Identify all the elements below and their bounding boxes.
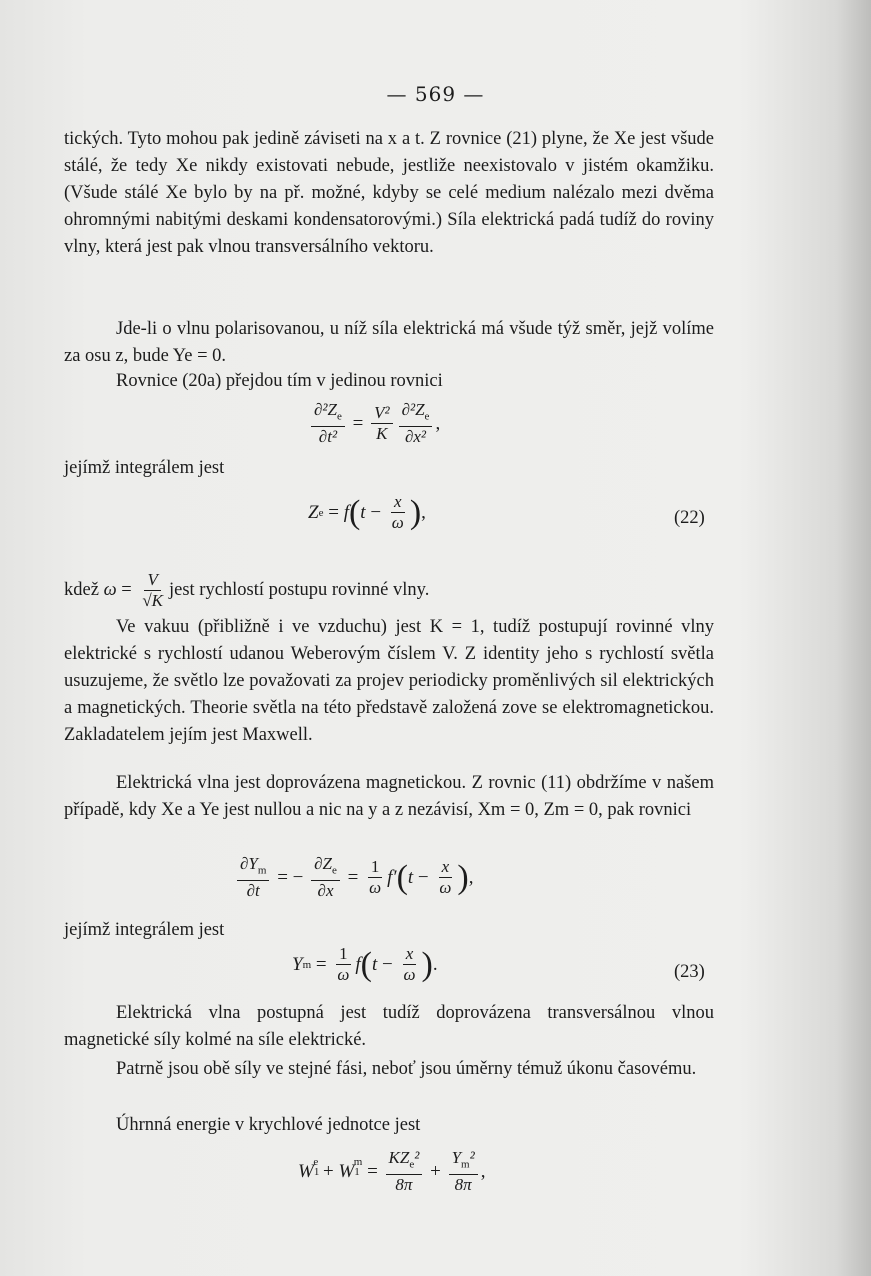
paragraph-8: Úhrnná energie v krychlové jednotce jest: [116, 1115, 421, 1135]
equation-23: Y m = $\frac{1}{\omega}$ f ( t − $\frac{x}{\omega}$ ) .: [292, 944, 438, 984]
fraction-v2-k: $\frac{\text{V²}}{K}$: [371, 403, 393, 444]
equation-22-number: (22): [674, 508, 705, 528]
wave-equation: $\frac{\partial^2Z_e}{\text{∂t²}}$ = $\frac{\text{V²}}{K}$ $\frac{\partial^2Z_e}{\text{∂x²}}$ ,: [308, 400, 440, 447]
magnetic-equation: $\frac{\partial Y_m}{\partial t}$ = − $\frac{\partial Z_e}{\partial x}$ = $\frac{1}{\omega}$ f′ ( t − $\frac{x}{\omega}$ ) ,: [234, 854, 473, 901]
omega-definition-text: jest rychlostí postupu rovinné vlny.: [168, 580, 430, 600]
omega-definition: kdež ω = $\frac{V}{√K}$ jest rychlostí postupu rovinné vlny.: [64, 570, 430, 610]
paragraph-2: Jde-li o vlnu polarisovanou, u níž síla elektrická má všude týž směr, jejž volíme za osu z, bude Ye = 0.: [64, 319, 714, 366]
fraction-d2z-dt2: $\frac{\partial^2Z_e}{\text{∂t²}}$: [311, 400, 345, 447]
equation-22: Z e = f ( t − $\frac{x}{\omega}$ ) ,: [308, 492, 426, 532]
equation-23-number: (23): [674, 962, 705, 982]
paragraph-5: Elektrická vlna jest doprovázena magnetickou. Z rovnic (11) obdržíme v našem případě, kdy Xe a Ye jest nullou a nic na y a z nezávisí, Xm = 0, Zm = 0, pak rovnici: [64, 773, 714, 820]
integral-line-1: jejímž integrálem jest: [64, 458, 225, 478]
paragraph-3: Rovnice (20a) přejdou tím v jedinou rovnici: [116, 371, 443, 391]
integral-line-2: jejímž integrálem jest: [64, 920, 225, 940]
paragraph-7: Patrně jsou obě síly ve stejné fási, neboť jsou úměrny témuž úkonu časovému.: [116, 1059, 697, 1079]
paragraph-6: Elektrická vlna postupná jest tudíž doprovázena transversálnou vlnou magnetické síly kolmé na síle elektrické.: [64, 1003, 714, 1050]
page-number: — 569 —: [386, 82, 485, 106]
energy-equation: W 1 $^e$ + W 1 $^m$ = $\frac{KZ_e^2}{8\pi}$ + $\frac{Y_m^2}{8\pi}$ ,: [298, 1148, 486, 1195]
paragraph-4: Ve vakuu (přibližně i ve vzduchu) jest K = 1, tudíž postupují rovinné vlny elektrické s rychlostí udanou Weberovým číslem V. Z identity jeho s rychlostí světla usuzujeme, že světlo lze považovati za projev periodicky proměnlivých sil elektrických a magnetických. Theorie světla na této představě založená zove se elektromagnetickou. Zakladatelem jejím jest Maxwell.: [64, 617, 714, 745]
fraction-d2z-dx2: $\frac{\partial^2Z_e}{\text{∂x²}}$: [399, 400, 433, 447]
paragraph-1: tických. Tyto mohou pak jedině záviseti na x a t. Z rovnice (21) plyne, že Xe jest všude stálé, že tedy Xe nikdy existovati nebude, jestliže neexistovalo v jistém okamžiku. (Všude stálé Xe bylo by na př. možné, kdyby se celé medium nalézalo mezi dvěma ohromnými nabitými deskami kondensatorovými.) Síla elektrická padá tudíž do roviny vlny, která jest pak vlnou transversálního vektoru.: [64, 129, 714, 257]
